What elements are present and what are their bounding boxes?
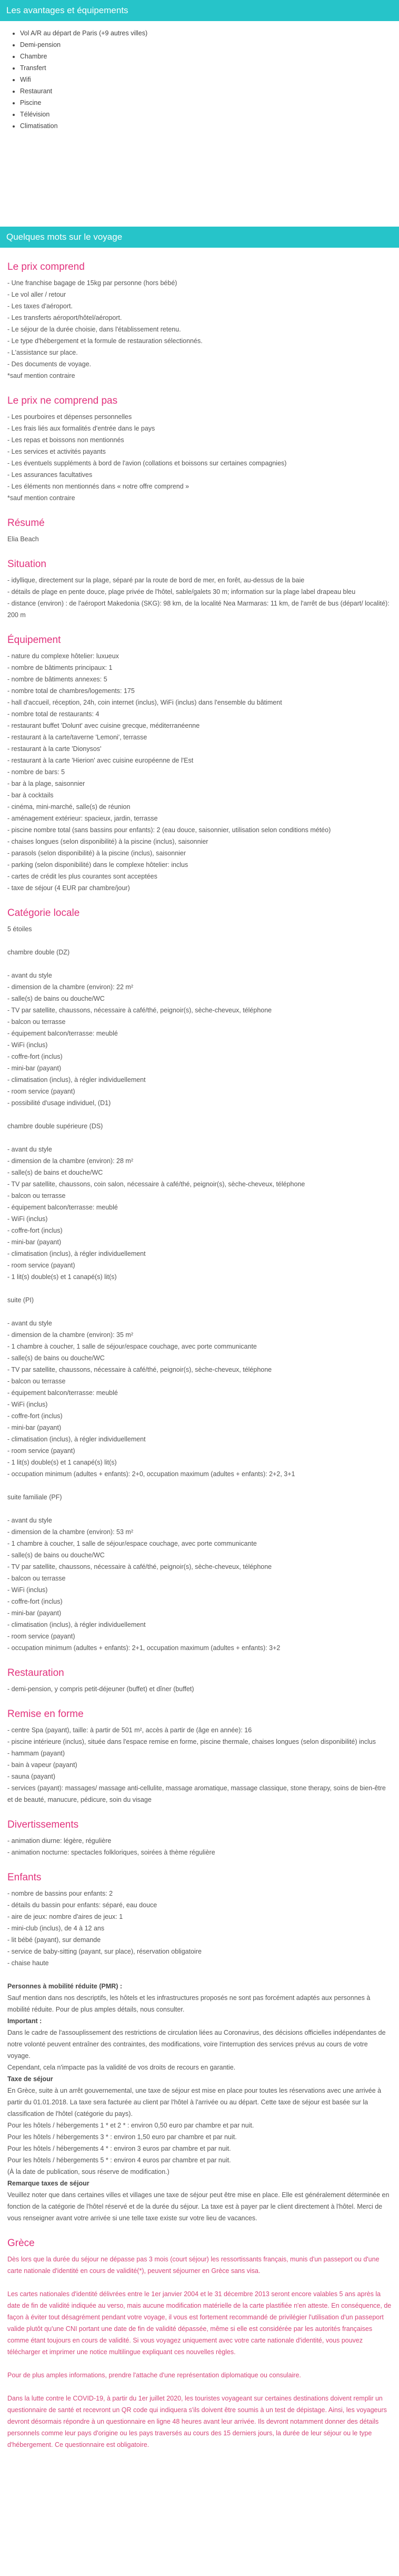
equipment-item: - bar à la plage, saisonnier — [7, 780, 85, 787]
equipment-item: - restaurant à la carte 'Hierion' avec cuisine européenne de l'Est — [7, 757, 194, 764]
pmr-text: Sauf mention dans nos descriptifs, les hôtels et les infrastructures proposés ne sont pas forcément adaptés aux personnes à mobilité réduite. Pour de plus amples détails, nous consulter. — [7, 1994, 371, 2013]
tax-remark-title: Remarque taxes de séjour — [7, 2180, 89, 2187]
entertainment-item: - animation nocturne: spectacles folkloriques, soirées à thème régulière — [7, 1849, 215, 1856]
situation-item: - détails de plage en pente douce, plage privée de l'hôtel, sable/galets 30 m; information sur la plage label drapeau bleu — [7, 588, 356, 596]
price-includes-item: - Les taxes d'aéroport. — [7, 303, 73, 310]
tax-remark-text: Veuillez noter que dans certaines villes et villages une taxe de séjour peut être mise en place. Elle est généralement déterminée en fonction de la catégorie de l'hôtel réservé et de la durée du séjour. La taxe est à payer par le client directement à l'hôtel. Merci de vous renseigner avant votre arrivée si une telle taxe existe sur votre lieu de vacances. — [7, 2191, 390, 2222]
tourist-tax-rate-line: (À la date de publication, sous réserve de modification.) — [7, 2168, 169, 2175]
equipment-item: - nombre total de chambres/logements: 175 — [7, 687, 135, 695]
room-feature-item: - salle(s) de bains et douche/WC — [7, 1169, 103, 1176]
equipment-item: - chaises longues (selon disponibilité) à la piscine (inclus), saisonnier — [7, 838, 208, 845]
equipment-item: - parking (selon disponibilité) dans le complexe hôtelier: inclus — [7, 861, 188, 869]
situation-heading: Situation — [7, 559, 46, 570]
situation-list — [7, 574, 392, 621]
kids-heading: Enfants — [7, 1872, 42, 1883]
room-feature-item: - balcon ou terrasse — [7, 1018, 66, 1026]
equipment-item: - nombre de bars: 5 — [7, 768, 65, 776]
room-feature-item: - occupation minimum (adultes + enfants): 2+1, occupation maximum (adultes + enfants): 3+2 — [7, 1644, 281, 1652]
room-feature-item: - équipement balcon/terrasse: meublé — [7, 1204, 118, 1211]
room-feature-item: - 1 lit(s) double(s) et 1 canapé(s) lit(s) — [7, 1459, 117, 1466]
room-block-pi — [7, 1294, 392, 1480]
equipment-item: - restaurant à la carte/taverne 'Lemoni', terrasse — [7, 734, 147, 741]
room-title: chambre double supérieure (DS) — [7, 1123, 103, 1130]
room-feature-item: - dimension de la chambre (environ): 22 m² — [7, 983, 133, 991]
kids-item: - chaise haute — [7, 1959, 49, 1967]
price-includes-item: - Des documents de voyage. — [7, 360, 92, 368]
room-feature-item: - WiFi (inclus) — [7, 1586, 48, 1594]
tourist-tax-rate-line: Pour les hôtels / hébergements 1 * et 2 * : environ 0,50 euro par chambre et par nuit. — [7, 2122, 254, 2129]
fitness-item: - hammam (payant) — [7, 1750, 65, 1757]
price-excludes-item: - Les éléments non mentionnés dans « notre offre comprend » — [7, 483, 189, 490]
advantage-item: • Demi-pension — [20, 39, 399, 51]
price-excludes-item: - Les repas et boissons non mentionnés — [7, 436, 124, 444]
kids-item: - service de baby-sitting (payant, sur place), réservation obligatoire — [7, 1948, 202, 1955]
greece-paragraph: Dès lors que la durée du séjour ne dépasse pas 3 mois (court séjour) les ressortissants français, munis d'un passeport ou d'une carte nationale d'identité en cours de validité(*), peuvent séjourner en Grèce sans visa. — [7, 2256, 380, 2275]
room-feature-item: - climatisation (inclus), à régler individuellement — [7, 1076, 146, 1084]
room-feature-item: - WiFi (inclus) — [7, 1401, 48, 1408]
dining-list — [7, 1683, 392, 1695]
advantages-list — [0, 27, 399, 132]
room-feature-item: - climatisation (inclus), à régler individuellement — [7, 1621, 146, 1628]
room-feature-item: - room service (payant) — [7, 1633, 75, 1640]
greece-paragraph: Les cartes nationales d'identité délivrées entre le 1er janvier 2004 et le 31 décembre 2013 seront encore valables 5 ans après la date de fin de validité indiquée au verso, mais aucune modification matérielle de la carte plastifiée n'en atteste. En conséquence, de façon à éviter tout désagrément pendant votre voyage, il vous est fortement recommandé de privilégier l'utilisation d'un passeport valide plutôt qu'une CNI portant une date de fin de validité dépassée, même si elle est considérée par les autorités françaises comme étant toujours en cours de validité. Si vous voyagez uniquement avec votre carte nationale d'identité, vous pouvez télécharger et imprimer une notice multilingue expliquant ces nouvelles règles. — [7, 2290, 392, 2356]
room-feature-item: - mini-bar (payant) — [7, 1424, 62, 1431]
room-feature-item: - coffre-fort (inclus) — [7, 1227, 63, 1234]
entertainment-heading: Divertissements — [7, 1819, 79, 1830]
room-features-list — [7, 970, 392, 1109]
dining-item: - demi-pension, y compris petit-déjeuner (buffet) et dîner (buffet) — [7, 1685, 194, 1693]
equipment-list — [7, 650, 392, 894]
room-block-dz — [7, 947, 392, 1109]
greece-heading: Grèce — [7, 2238, 35, 2249]
room-feature-item: - room service (payant) — [7, 1447, 75, 1455]
room-feature-item: - balcon ou terrasse — [7, 1192, 66, 1199]
price-excludes-heading: Le prix ne comprend pas — [7, 395, 118, 406]
fitness-heading: Remise en forme — [7, 1709, 84, 1720]
room-feature-item: - coffre-fort (inclus) — [7, 1053, 63, 1060]
equipment-heading: Équipement — [7, 635, 61, 646]
price-includes-item: - L'assistance sur place. — [7, 349, 78, 356]
price-excludes-footnote: *sauf mention contraire — [7, 494, 75, 502]
room-feature-item: - 1 lit(s) double(s) et 1 canapé(s) lit(s) — [7, 1273, 117, 1281]
room-feature-item: - TV par satellite, chaussons, nécessaire à café/thé, peignoir(s), sèche-cheveux, téléphone — [7, 1563, 272, 1570]
kids-item: - détails du bassin pour enfants: séparé, eau douce — [7, 1901, 157, 1909]
room-feature-item: - WiFi (inclus) — [7, 1215, 48, 1223]
room-features-list — [7, 1318, 392, 1480]
entertainment-item: - animation diurne: légère, régulière — [7, 1837, 112, 1845]
room-feature-item: - salle(s) de bains ou douche/WC — [7, 995, 105, 1002]
room-title: chambre double (DZ) — [7, 949, 70, 956]
price-includes-item: - Le type d'hébergement et la formule de restauration sélectionnés. — [7, 337, 203, 345]
tourist-tax-rates — [7, 2120, 392, 2178]
fitness-list — [7, 1724, 392, 1806]
section-header-advantages: Les avantages et équipements — [0, 0, 399, 21]
advantage-item: • Piscine — [20, 97, 399, 109]
local-category-heading: Catégorie locale — [7, 908, 80, 919]
room-feature-item: - mini-bar (payant) — [7, 1609, 62, 1617]
pmr-title: Personnes à mobilité réduite (PMR) : — [7, 1983, 123, 1990]
equipment-item: - nombre de bâtiments principaux: 1 — [7, 664, 113, 671]
local-category-value: 5 étoiles — [7, 925, 32, 933]
tourist-tax-rate-line: Pour les hôtels / hébergements 5 * : environ 4 euros par chambre et par nuit. — [7, 2157, 231, 2164]
equipment-item: - cinéma, mini-marché, salle(s) de réunion — [7, 803, 131, 811]
advantage-item: • Chambre — [20, 51, 399, 62]
price-includes-item: - Le vol aller / retour — [7, 291, 66, 298]
room-feature-item: - salle(s) de bains ou douche/WC — [7, 1552, 105, 1559]
price-excludes-item: - Les éventuels suppléments à bord de l'avion (collations et boissons sur certaines compagnies) — [7, 460, 287, 467]
price-includes-item: - Une franchise bagage de 15kg par personne (hors bébé) — [7, 279, 177, 287]
price-excludes-item: - Les services et activités payants — [7, 448, 106, 455]
room-feature-item: - TV par satellite, chaussons, nécessaire à café/thé, peignoir(s), sèche-cheveux, téléphone — [7, 1366, 272, 1373]
equipment-item: - nombre total de restaurants: 4 — [7, 710, 99, 718]
summary-heading: Résumé — [7, 518, 45, 529]
trip-overview-content — [0, 260, 399, 2451]
section-header-trip-overview: Quelques mots sur le voyage — [0, 227, 399, 248]
advantage-item: • Transfert — [20, 62, 399, 74]
dining-heading: Restauration — [7, 1667, 64, 1679]
fitness-item: - services (payant): massages/ massage anti-cellulite, massage aromatique, massage classique, stone therapy, soins de bien-être et de beauté, manucure, pédicure, soin du visage — [7, 1784, 386, 1803]
price-excludes-item: - Les assurances facultatives — [7, 471, 93, 479]
entertainment-list — [7, 1835, 392, 1858]
price-includes-heading: Le prix comprend — [7, 261, 85, 272]
equipment-item: - piscine nombre total (sans bassins pour enfants): 2 (eau douce, saisonnier, utilisation selon conditions météo) — [7, 826, 331, 834]
room-feature-item: - mini-bar (payant) — [7, 1065, 62, 1072]
price-includes-item: - Les transferts aéroport/hôtel/aéroport. — [7, 314, 122, 321]
room-feature-item: - climatisation (inclus), à régler individuellement — [7, 1250, 146, 1257]
room-feature-item: - dimension de la chambre (environ): 35 m² — [7, 1331, 133, 1339]
room-feature-item: - room service (payant) — [7, 1088, 75, 1095]
room-feature-item: - WiFi (inclus) — [7, 1041, 48, 1049]
greece-paragraph: Pour de plus amples informations, prendre l'attache d'une représentation diplomatique ou consulaire. — [7, 2372, 301, 2379]
important-text-2: Cependant, cela n'impacte pas la validité de vos droits de recours en garantie. — [7, 2064, 236, 2071]
price-includes-list — [7, 277, 392, 370]
equipment-item: - taxe de séjour (4 EUR par chambre/jour) — [7, 884, 130, 892]
equipment-item: - restaurant buffet 'Dolunt' avec cuisine grecque, méditerranéenne — [7, 722, 200, 729]
room-feature-item: - dimension de la chambre (environ): 53 m² — [7, 1528, 133, 1536]
room-feature-item: - room service (payant) — [7, 1262, 75, 1269]
situation-item: - idyllique, directement sur la plage, séparé par la route de bord de mer, en forêt, au-dessus de la baie — [7, 577, 305, 584]
room-features-list — [7, 1515, 392, 1654]
room-feature-item: - avant du style — [7, 972, 52, 979]
equipment-item: - nombre de bâtiments annexes: 5 — [7, 676, 107, 683]
room-feature-item: - balcon ou terrasse — [7, 1378, 66, 1385]
tourist-tax-title: Taxe de séjour — [7, 2075, 53, 2083]
room-feature-item: - TV par satellite, chaussons, nécessaire à café/thé, peignoir(s), sèche-cheveux, téléphone — [7, 1007, 272, 1014]
advantage-item: • Wifi — [20, 74, 399, 85]
price-excludes-list — [7, 411, 392, 492]
room-features-list — [7, 1144, 392, 1283]
kids-item: - lit bébé (payant), sur demande — [7, 1936, 101, 1944]
price-includes-item: - Le séjour de la durée choisie, dans l'établissement retenu. — [7, 326, 181, 333]
fitness-item: - sauna (payant) — [7, 1773, 56, 1780]
tourist-tax-rate-line: Pour les hôtels / hébergements 4 * : environ 3 euros par chambre et par nuit. — [7, 2145, 231, 2152]
hotel-name: Elia Beach — [7, 535, 39, 543]
room-feature-item: - occupation minimum (adultes + enfants): 2+0, occupation maximum (adultes + enfants): 2+2, 3+1 — [7, 1470, 295, 1478]
room-feature-item: - avant du style — [7, 1146, 52, 1153]
room-feature-item: - dimension de la chambre (environ): 28 m² — [7, 1157, 133, 1165]
kids-item: - mini-club (inclus), de 4 à 12 ans — [7, 1925, 105, 1932]
room-feature-item: - équipement balcon/terrasse: meublé — [7, 1389, 118, 1397]
fitness-item: - bain à vapeur (payant) — [7, 1761, 77, 1769]
kids-item: - aire de jeux: nombre d'aires de jeux: 1 — [7, 1913, 123, 1920]
equipment-item: - bar à cocktails — [7, 792, 54, 799]
tourist-tax-text: En Grèce, suite à un arrêt gouvernemental, une taxe de séjour est mise en place pour toutes les réservations avec une arrivée à partir du 01.01.2018. La taxe sera facturée au client par l'hôtel à l'arrivée ou au départ. Cette taxe de séjour est basée sur la classification de l'hôtel (catégorie du pays). — [7, 2087, 382, 2118]
room-feature-item: - coffre-fort (inclus) — [7, 1598, 63, 1605]
fitness-item: - centre Spa (payant), taille: à partir de 501 m², accès à partir de (âge en année): 16 — [7, 1726, 252, 1734]
kids-list — [7, 1888, 392, 1969]
price-excludes-item: - Les frais liés aux formalités d'entrée dans le pays — [7, 425, 155, 432]
room-feature-item: - avant du style — [7, 1517, 52, 1524]
practical-notes — [7, 1980, 392, 2224]
room-feature-item: - mini-bar (payant) — [7, 1238, 62, 1246]
room-feature-item: - possibilité d'usage individuel, (D1) — [7, 1099, 111, 1107]
important-title: Important : — [7, 2017, 42, 2025]
room-feature-item: - salle(s) de bains ou douche/WC — [7, 1354, 105, 1362]
equipment-item: - parasols (selon disponibilité) à la piscine (inclus), saisonnier — [7, 850, 186, 857]
room-title: suite familiale (PF) — [7, 1494, 62, 1501]
tourist-tax-rate-line: Pour les hôtels / hébergements 3 * : environ 1,50 euro par chambre et par nuit. — [7, 2133, 237, 2141]
price-includes-footnote: *sauf mention contraire — [7, 372, 75, 379]
advantage-item: • Télévision — [20, 109, 399, 120]
room-feature-item: - 1 chambre à coucher, 1 salle de séjour/espace couchage, avec porte communicante — [7, 1343, 257, 1350]
equipment-item: - hall d'accueil, réception, 24h, coin internet (inclus), WiFi (inclus) dans l'ensemble du bâtiment — [7, 699, 282, 706]
room-title: suite (PI) — [7, 1296, 34, 1304]
equipment-item: - aménagement extérieur: spacieux, jardin, terrasse — [7, 815, 158, 822]
equipment-item: - restaurant à la carte 'Dionysos' — [7, 745, 102, 753]
room-feature-item: - climatisation (inclus), à régler individuellement — [7, 1436, 146, 1443]
equipment-item: - cartes de crédit les plus courantes sont acceptées — [7, 873, 157, 880]
room-feature-item: - TV par satellite, chaussons, coin salon, nécessaire à café/thé, peignoir(s), sèche-cheveux, téléphone — [7, 1180, 305, 1188]
situation-item: - distance (environ) : de l'aéroport Makedonia (SKG): 98 km, de la localité Nea Marmaras: 11 km, de l'arrêt de bus (départ/ localité): 200 m — [7, 600, 390, 619]
room-feature-item: - coffre-fort (inclus) — [7, 1412, 63, 1420]
room-block-pf — [7, 1491, 392, 1654]
room-block-ds — [7, 1120, 392, 1283]
advantage-item: • Climatisation — [20, 120, 399, 132]
advantage-item: • Vol A/R au départ de Paris (+9 autres villes) — [20, 27, 399, 39]
kids-item: - nombre de bassins pour enfants: 2 — [7, 1890, 113, 1897]
room-feature-item: - équipement balcon/terrasse: meublé — [7, 1030, 118, 1037]
room-feature-item: - balcon ou terrasse — [7, 1575, 66, 1582]
price-excludes-item: - Les pourboires et dépenses personnelles — [7, 413, 132, 421]
important-text: Dans le cadre de l'assouplissement des restrictions de circulation liées au Coronavirus, des décisions officielles indépendantes de notre volonté peuvent entraîner des contraintes, des modifications, voire l'interruption des services prévus au cours de votre voyage. — [7, 2029, 386, 2060]
greece-entry-requirements — [7, 2253, 392, 2451]
fitness-item: - piscine intérieure (inclus), située dans l'espace remise en forme, piscine thermale, chaises longues (selon disponibilité) inclus — [7, 1738, 376, 1745]
room-feature-item: - 1 chambre à coucher, 1 salle de séjour/espace couchage, avec porte communicante — [7, 1540, 257, 1547]
equipment-item: - nature du complexe hôtelier: luxueux — [7, 652, 119, 660]
greece-paragraph: Dans la lutte contre le COVID-19, à partir du 1er juillet 2020, les touristes voyageant sur certaines destinations doivent remplir un questionnaire de santé et recevront un QR code qui indiquera s'ils doivent être soumis à un test de dépistage. Ainsi, les voyageurs devront désormais répondre à un questionnaire en ligne 48 heures avant leur arrivée. Ils devront notamment donner des détails personnels comme leur pays d'origine ou les pays traversés au cours des 15 derniers jours, la durée de leur séjour ou le type d'hébergement. Ce questionnaire est obligatoire. — [7, 2395, 387, 2448]
room-feature-item: - avant du style — [7, 1320, 52, 1327]
advantage-item: • Restaurant — [20, 85, 399, 97]
